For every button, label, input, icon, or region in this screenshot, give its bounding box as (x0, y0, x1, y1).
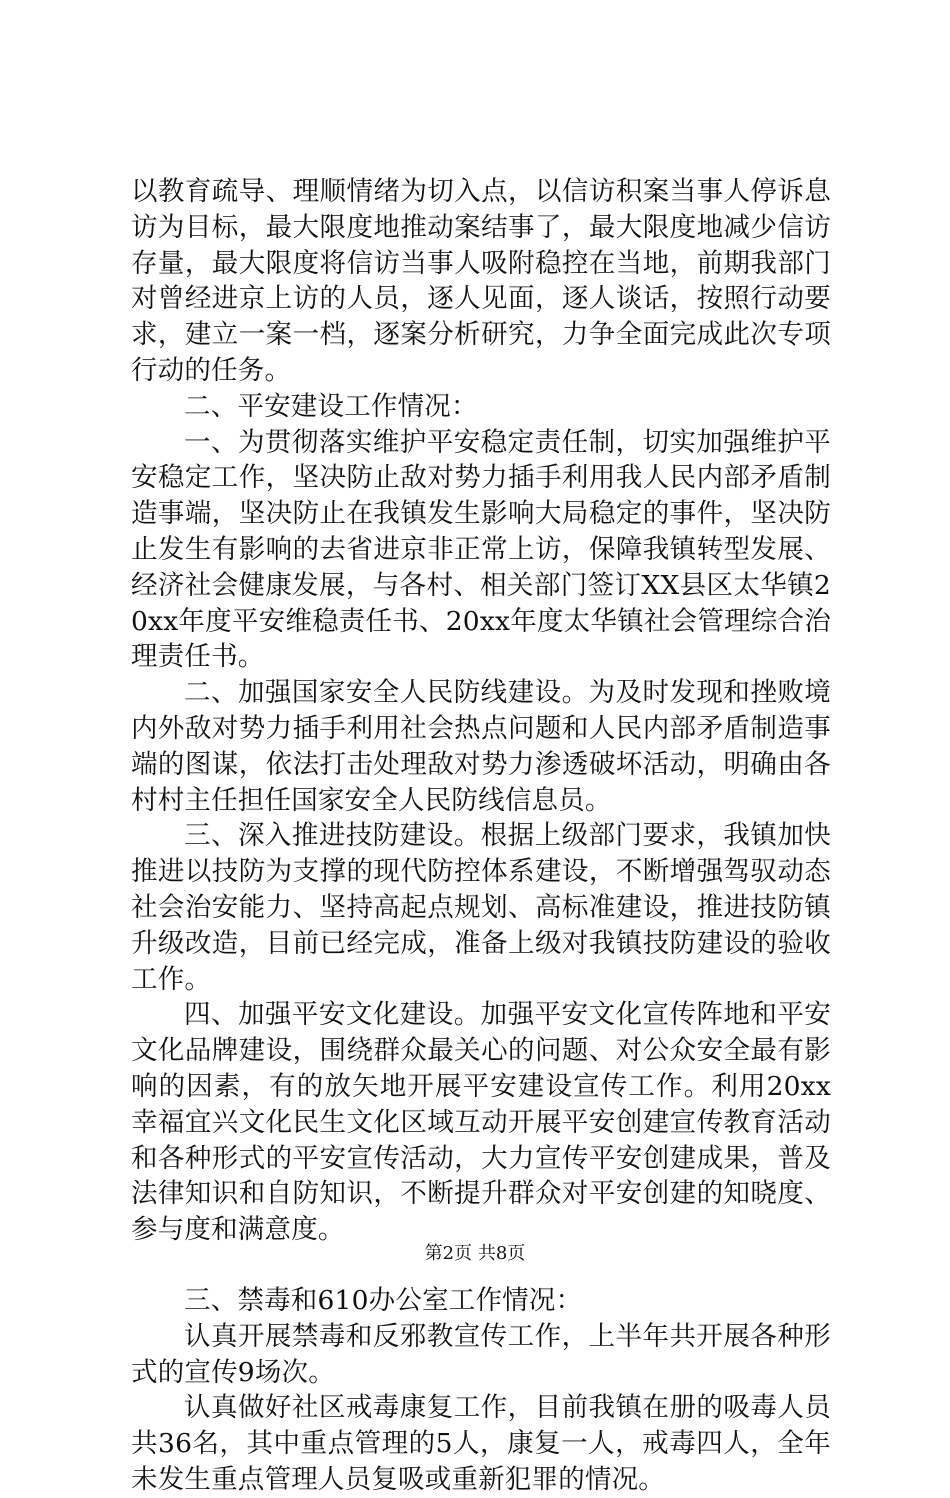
paragraph-responsibility: 一、为贯彻落实维护平安稳定责任制，切实加强维护平安稳定工作，坚决防止敌对势力插手利用我人民内部矛盾制造事端，坚决防止在我镇发生影响大局稳定的事件，坚决防止发生有影响的去省进京非正常上访，保障我镇转型发展、经济社会健康发展，与各村、相关部门签订XX县区太华镇20xx年度平安维稳责任书、20xx年度太华镇社会管理综合治理责任书。 (131, 426, 831, 673)
paragraph-tech-defense: 三、深入推进技防建设。根据上级部门要求，我镇加快推进以技防为支撑的现代防控体系建设，不断增强驾驭动态社会治安能力、坚持高起点规划、高标准建设，推进技防镇升级改造，目前已经完成，准备上级对我镇技防建设的验收工作。 (131, 820, 831, 995)
paragraph-safety-culture: 四、加强平安文化建设。加强平安文化宣传阵地和平安文化品牌建设，围绕群众最关心的问题、对公众安全最有影响的因素，有的放矢地开展平安建设宣传工作。利用20xx幸福宜兴文化民生文化区域互动开展平安创建宣传教育活动和各种形式的平安宣传活动，大力宣传平安创建成果，普及法律知识和自防知识，不断提升群众对平安创建的知晓度、参与度和满意度。 (131, 999, 831, 1246)
document-body (131, 174, 831, 1498)
paragraph-rehabilitation: 认真做好社区戒毒康复工作，目前我镇在册的吸毒人员共36名，其中重点管理的5人，康复一人，戒毒四人，全年未发生重点管理人员复吸或重新犯罪的情况。 (131, 1392, 831, 1495)
section-heading-safety: 二、平安建设工作情况： (184, 390, 478, 422)
paragraph-continuation: 以教育疏导、理顺情绪为切入点，以信访积案当事人停诉息访为目标，最大限度地推动案结事了，最大限度地减少信访存量，最大限度将信访当事人吸附稳控在当地，前期我部门对曾经进京上访的人员，逐人见面，逐人谈话，按照行动要求，建立一案一档，逐案分析研究，力争全面完成此次专项行动的任务。 (131, 176, 831, 386)
page-footer (0, 1242, 950, 1266)
paragraph-national-security: 二、加强国家安全人民防线建设。为及时发现和挫败境内外敌对势力插手利用社会热点问题和人民内部矛盾制造事端的图谋，依法打击处理敌对势力渗透破坏活动，明确由各村村主任担任国家安全人民防线信息员。 (131, 677, 831, 816)
section-heading-drug-control: 三、禁毒和610办公室工作情况： (184, 1284, 583, 1316)
paragraph-drug-publicity: 认真开展禁毒和反邪教宣传工作，上半年共开展各种形式的宣传9场次。 (131, 1320, 831, 1388)
page-number-label: 第2页 共8页 (424, 1243, 526, 1264)
